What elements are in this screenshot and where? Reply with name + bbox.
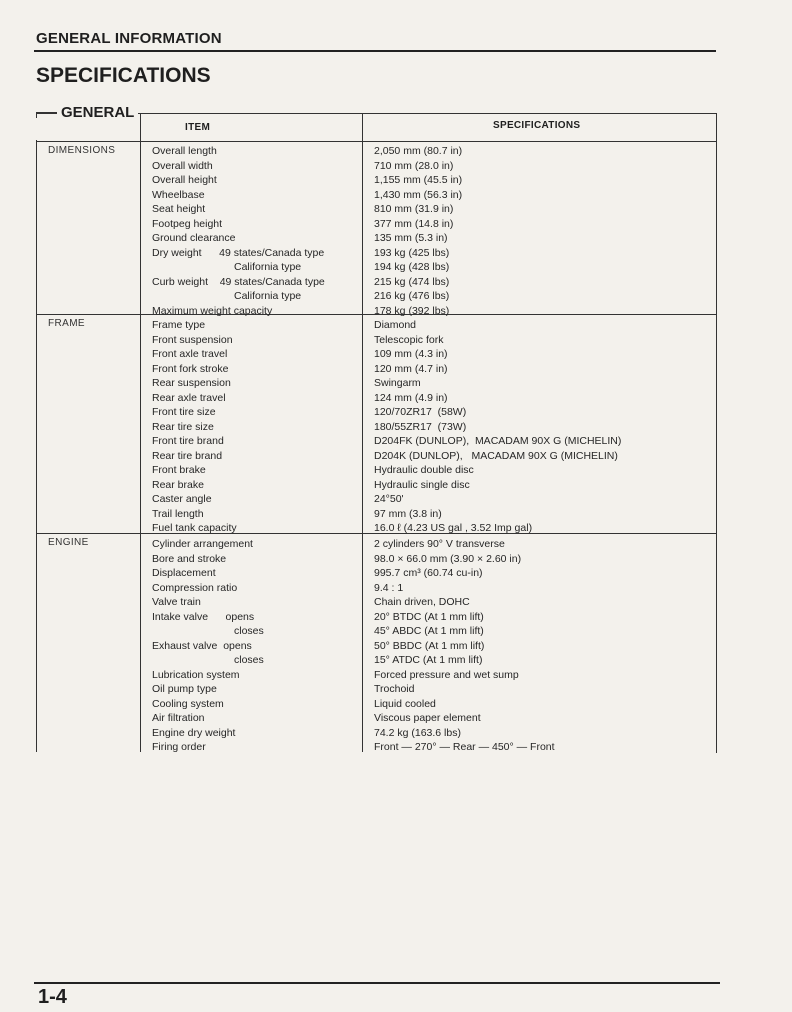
spec-value: 120/70ZR17 (58W) <box>374 406 467 418</box>
item-label: Firing order <box>152 741 206 753</box>
item-label: Cylinder arrangement <box>152 538 253 550</box>
table-row <box>36 711 716 726</box>
item-label: Dry weight 49 states/Canada type <box>152 246 325 259</box>
spec-value: 120 mm (4.7 in) <box>374 362 448 375</box>
table-row <box>36 697 716 712</box>
spec-value: 45° ABDC (At 1 mm lift) <box>374 625 484 637</box>
item-label: Ground clearance <box>152 232 236 244</box>
table-row <box>36 159 716 174</box>
table-row <box>36 610 716 625</box>
item-label: Front tire brand <box>152 435 224 447</box>
item-label: Rear tire size <box>152 420 214 433</box>
spec-value: 215 kg (474 lbs) <box>374 275 450 288</box>
spec-value: 710 mm (28.0 in) <box>374 159 454 172</box>
table-row <box>36 275 716 290</box>
item-label: Front axle travel <box>152 348 228 360</box>
spec-value: 24°50' <box>374 493 404 505</box>
table-row <box>36 463 716 478</box>
section-header: GENERAL INFORMATION <box>36 30 222 47</box>
table-row <box>36 333 716 348</box>
spec-value: 74.2 kg (163.6 lbs) <box>374 726 461 739</box>
item-label: Fuel tank capacity <box>152 522 237 534</box>
spec-value: Chain driven, DOHC <box>374 596 470 608</box>
item-label: Engine dry weight <box>152 726 236 739</box>
spec-value: 2 cylinders 90° V transverse <box>374 538 505 550</box>
table-row <box>36 668 716 683</box>
table-row <box>36 144 716 159</box>
spec-value: 124 mm (4.9 in) <box>374 391 448 404</box>
page-number: 1-4 <box>38 986 67 1008</box>
table-row <box>36 217 716 232</box>
table-row <box>36 376 716 391</box>
spec-value: D204K (DUNLOP), MACADAM 90X G (MICHELIN) <box>374 449 618 462</box>
table-row <box>36 552 716 567</box>
item-label: California type <box>234 290 302 302</box>
item-label: Rear suspension <box>152 377 231 389</box>
spec-value: 377 mm (14.8 in) <box>374 217 454 230</box>
table-row <box>36 434 716 449</box>
item-label: Trail length <box>152 507 204 520</box>
section-label: GENERAL <box>57 104 138 121</box>
spec-value: 2,050 mm (80.7 in) <box>374 145 463 157</box>
spec-value: 135 mm (5.3 in) <box>374 232 448 244</box>
item-label: Rear brake <box>152 478 204 491</box>
spec-value: Swingarm <box>374 377 421 389</box>
item-label: Maximum weight capacity <box>152 304 273 317</box>
spec-value: 193 kg (425 lbs) <box>374 246 450 259</box>
table-row <box>36 362 716 377</box>
table-row <box>36 521 716 536</box>
item-label: Front brake <box>152 464 206 476</box>
item-label: Air filtration <box>152 712 205 724</box>
spec-value: 98.0 × 66.0 mm (3.90 × 2.60 in) <box>374 552 522 565</box>
item-label: Compression ratio <box>152 581 238 594</box>
table-row <box>36 318 716 333</box>
table-row <box>36 449 716 464</box>
item-label: Seat height <box>152 203 206 215</box>
spec-value: 20° BTDC (At 1 mm lift) <box>374 610 484 623</box>
table-row <box>36 260 716 275</box>
item-label: Caster angle <box>152 493 212 505</box>
spec-value: 1,155 mm (45.5 in) <box>374 174 463 186</box>
spec-value: Front — 270° — Rear — 450° — Front <box>374 741 555 753</box>
spec-value: 178 kg (392 lbs) <box>374 304 450 317</box>
item-label: Footpeg height <box>152 217 223 230</box>
spec-value: 995.7 cm³ (60.74 cu-in) <box>374 567 483 579</box>
table-row <box>36 478 716 493</box>
table-row <box>36 347 716 362</box>
item-label: Frame type <box>152 319 206 331</box>
spec-value: Hydraulic single disc <box>374 478 470 491</box>
table-row <box>36 581 716 596</box>
item-label: Displacement <box>152 567 216 579</box>
item-label: Wheelbase <box>152 188 205 201</box>
item-label: Rear axle travel <box>152 391 226 404</box>
spec-value: Hydraulic double disc <box>374 464 474 476</box>
table-row <box>36 595 716 610</box>
table-row <box>36 566 716 581</box>
table-row <box>36 304 716 319</box>
spec-value: 15° ATDC (At 1 mm lift) <box>374 654 483 666</box>
item-label: Overall length <box>152 145 217 157</box>
spec-value: Trochoid <box>374 683 415 695</box>
item-label: Cooling system <box>152 697 224 710</box>
column-header-specifications: SPECIFICATIONS <box>493 120 581 131</box>
table-row <box>36 653 716 668</box>
spec-value: D204FK (DUNLOP), MACADAM 90X G (MICHELIN) <box>374 435 622 447</box>
table-row <box>36 537 716 552</box>
item-label: Exhaust valve opens <box>152 639 252 652</box>
item-label: Front suspension <box>152 333 233 346</box>
table-row <box>36 405 716 420</box>
category-engine: ENGINE <box>48 537 89 548</box>
item-label: closes <box>234 625 264 637</box>
item-label: Front fork stroke <box>152 362 229 375</box>
spec-value: 194 kg (428 lbs) <box>374 261 450 273</box>
spec-value: 109 mm (4.3 in) <box>374 348 448 360</box>
item-label: Oil pump type <box>152 683 217 695</box>
item-label: Lubrication system <box>152 668 240 681</box>
item-label: Bore and stroke <box>152 552 227 565</box>
column-header-item: ITEM <box>185 122 211 133</box>
spec-value: Liquid cooled <box>374 697 436 710</box>
item-label: California type <box>234 261 302 273</box>
table-row <box>36 507 716 522</box>
table-row <box>36 639 716 654</box>
table-row <box>36 740 716 755</box>
table-row <box>36 726 716 741</box>
spec-value: Forced pressure and wet sump <box>374 668 519 681</box>
spec-value: 9.4 : 1 <box>374 581 404 594</box>
table-row <box>36 188 716 203</box>
category-dimensions: DIMENSIONS <box>48 145 116 156</box>
item-label: Rear tire brand <box>152 449 223 462</box>
footer-rule <box>34 982 720 984</box>
item-label: Overall height <box>152 174 217 186</box>
table-row <box>36 624 716 639</box>
item-label: Overall width <box>152 159 213 172</box>
spec-value: Viscous paper element <box>374 712 481 724</box>
item-label: Front tire size <box>152 406 216 418</box>
spec-value: 810 mm (31.9 in) <box>374 203 454 215</box>
spec-value: 50° BBDC (At 1 mm lift) <box>374 639 485 652</box>
spec-value: 180/55ZR17 (73W) <box>374 420 467 433</box>
item-label: Curb weight 49 states/Canada type <box>152 275 325 288</box>
table-row <box>36 231 716 246</box>
table-row <box>36 289 716 304</box>
spec-value: 1,430 mm (56.3 in) <box>374 188 463 201</box>
table-row <box>36 682 716 697</box>
spec-value: Diamond <box>374 319 417 331</box>
spec-value: Telescopic fork <box>374 333 444 346</box>
table-row <box>36 202 716 217</box>
header-rule <box>34 50 716 52</box>
header-row-rule <box>36 141 717 142</box>
spec-value: 16.0 ℓ (4.23 US gal , 3.52 Imp gal) <box>374 522 533 534</box>
page-title: SPECIFICATIONS <box>36 64 211 87</box>
table-row <box>36 492 716 507</box>
table-row <box>36 391 716 406</box>
category-frame: FRAME <box>48 318 85 329</box>
item-label: Intake valve opens <box>152 610 255 623</box>
item-label: Valve train <box>152 596 201 608</box>
table-row <box>36 246 716 261</box>
spec-value: 216 kg (476 lbs) <box>374 290 450 302</box>
spec-value: 97 mm (3.8 in) <box>374 507 442 520</box>
table-row <box>36 420 716 435</box>
item-label: closes <box>234 654 264 666</box>
table-row <box>36 173 716 188</box>
